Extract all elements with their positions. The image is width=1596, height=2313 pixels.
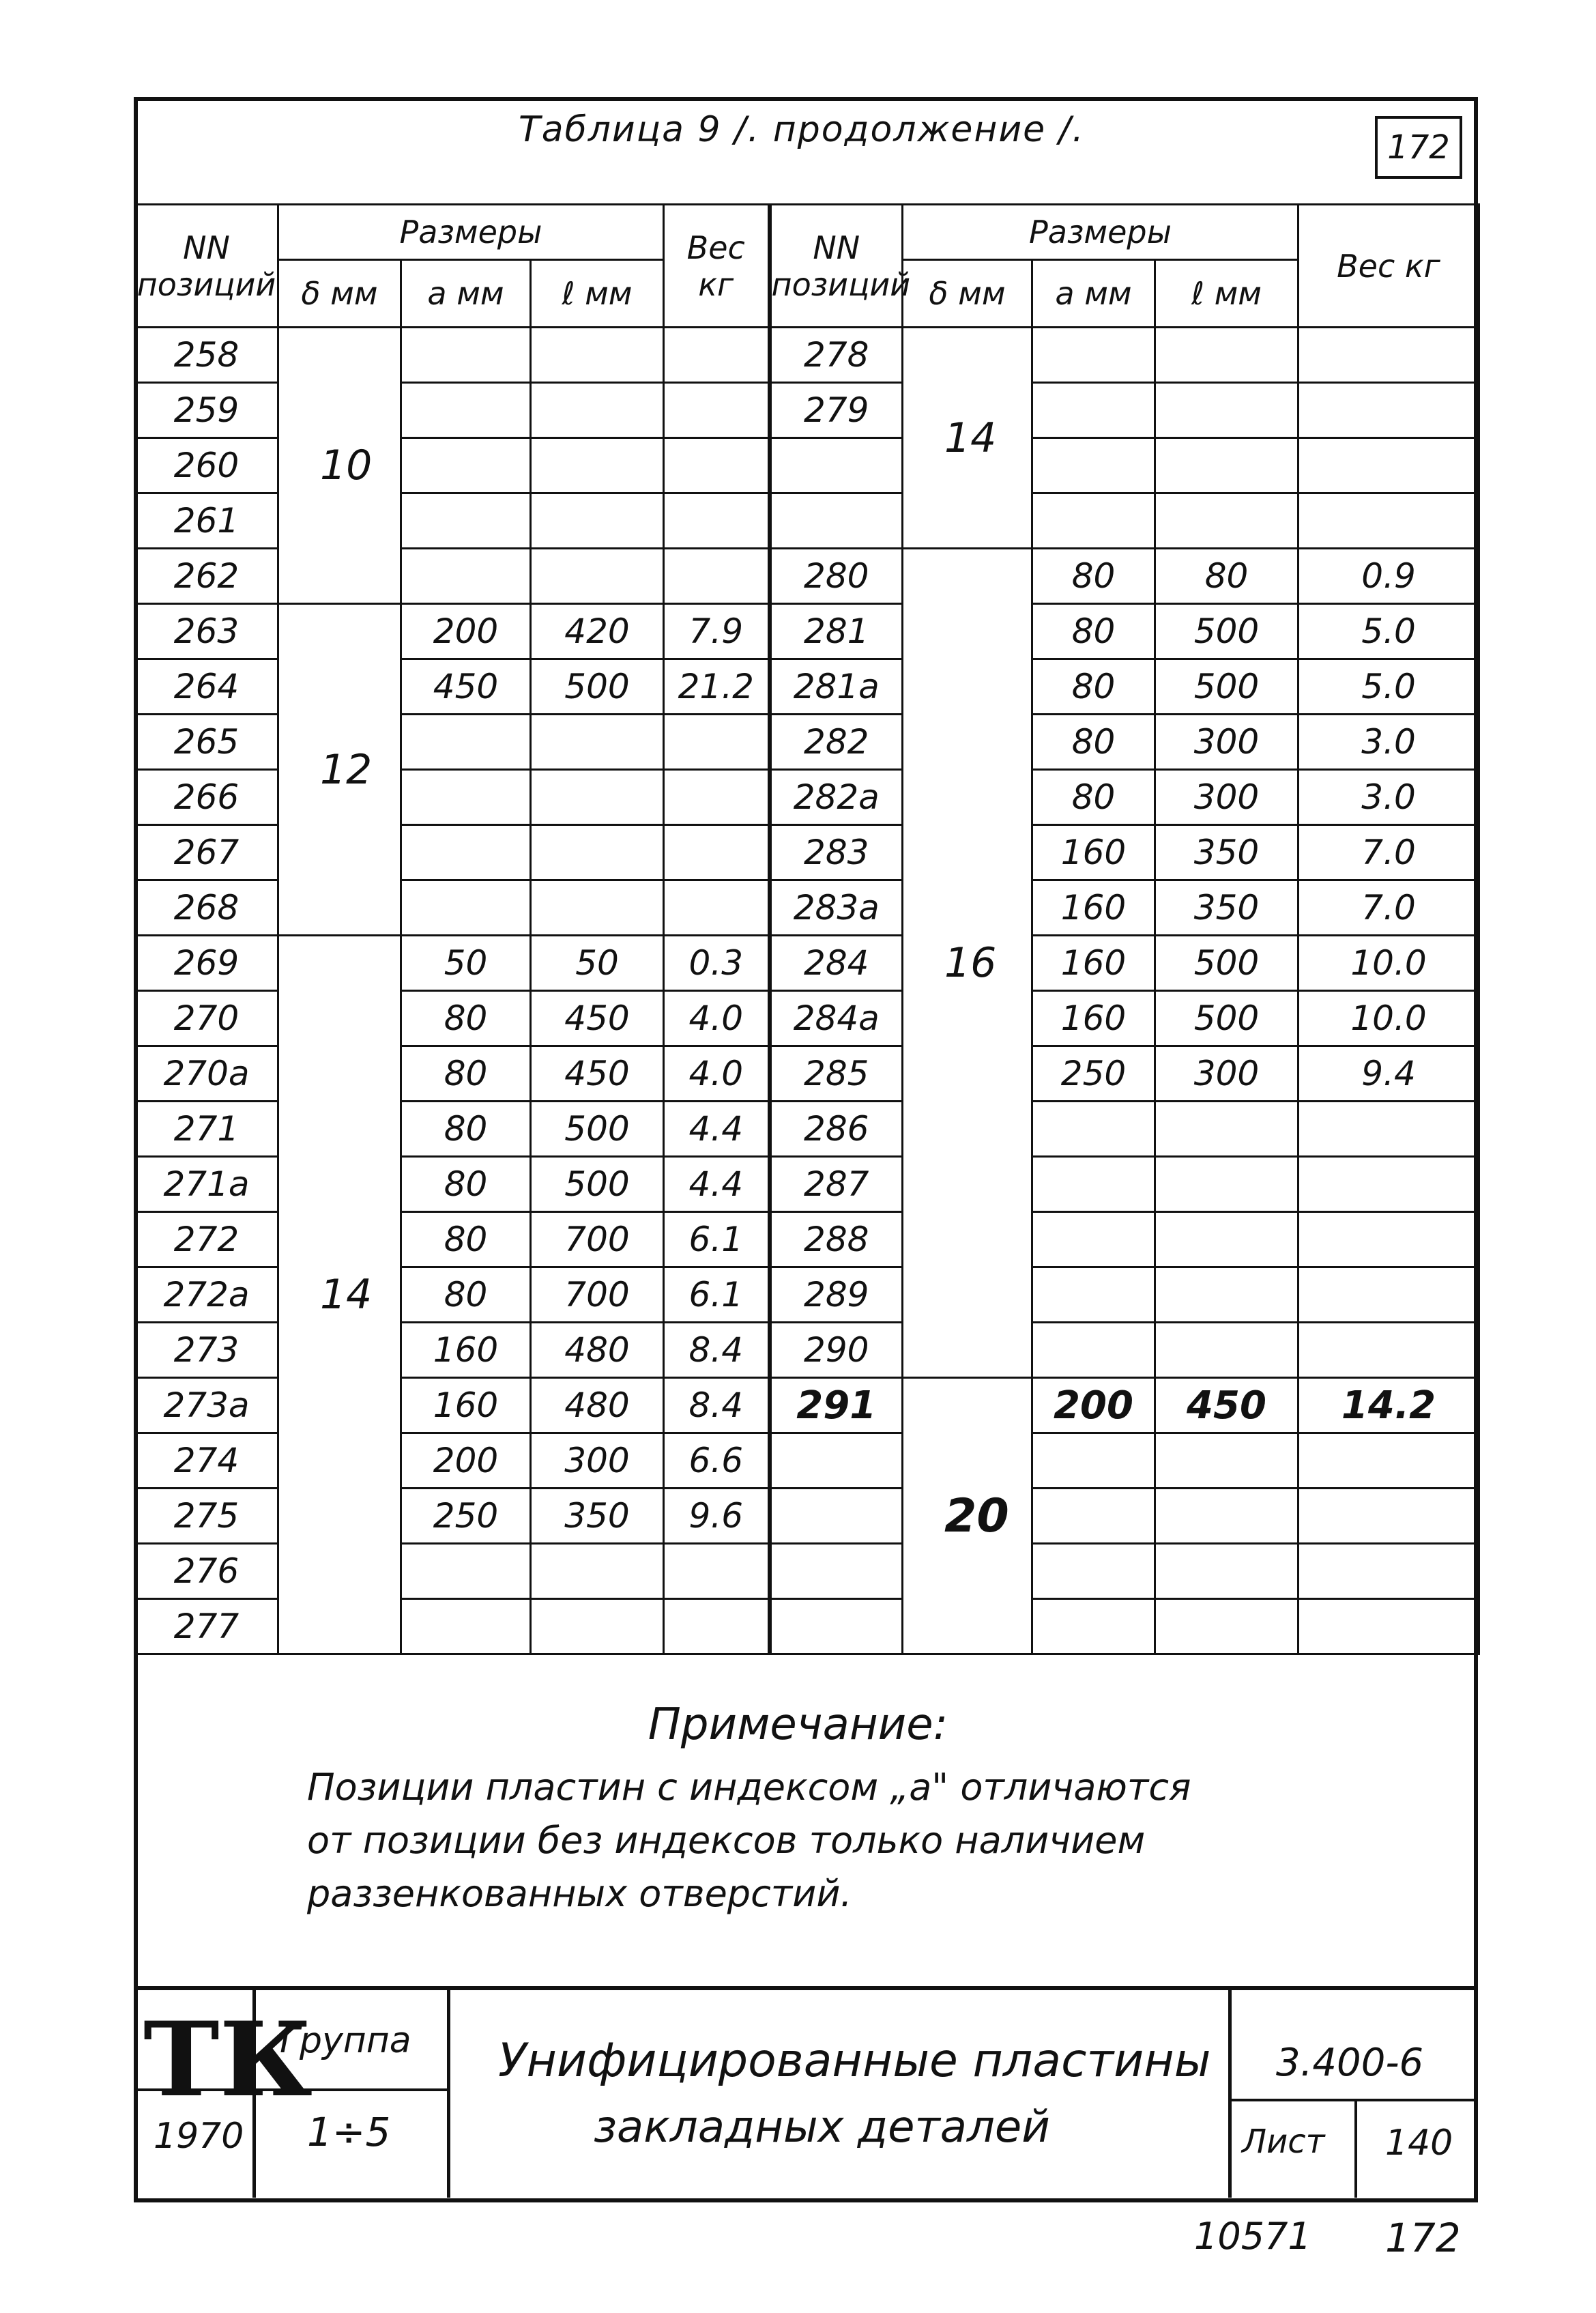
document-number: 3.400-6	[1276, 2041, 1424, 2085]
right-position: 282	[770, 715, 903, 770]
page-number-box: 172	[1375, 116, 1462, 179]
right-weight-value	[1298, 438, 1479, 493]
left-l-value: 300	[531, 1433, 664, 1489]
right-l-value: 80	[1155, 549, 1298, 604]
right-weight-value	[1298, 493, 1479, 549]
right-weight-value	[1298, 1102, 1479, 1157]
right-position: 278	[770, 328, 903, 383]
left-delta-group: 14	[278, 936, 401, 1654]
header-a-right: а мм	[1032, 260, 1155, 328]
left-weight-value	[664, 770, 770, 825]
right-l-value: 450	[1155, 1378, 1298, 1433]
table-body	[135, 328, 1479, 1654]
left-weight-value	[664, 493, 770, 549]
right-position: 280	[770, 549, 903, 604]
left-position: 273а	[135, 1378, 278, 1433]
right-weight-value	[1298, 1323, 1479, 1378]
right-weight-value	[1298, 1267, 1479, 1323]
right-weight-value	[1298, 1544, 1479, 1599]
left-delta-group: 10	[278, 328, 401, 604]
left-a-value	[401, 880, 531, 936]
right-a-value	[1032, 1433, 1155, 1489]
left-a-value	[401, 715, 531, 770]
document-name-line-1: Унифицированные пластины	[498, 2034, 1211, 2088]
left-position: 275	[135, 1489, 278, 1544]
right-weight-value: 5.0	[1298, 604, 1479, 659]
left-l-value: 700	[531, 1267, 664, 1323]
right-a-value	[1032, 1267, 1155, 1323]
right-delta-group: 14	[903, 328, 1032, 549]
left-a-value: 250	[401, 1489, 531, 1544]
right-a-value	[1032, 1489, 1155, 1544]
sheet-label: Лист	[1242, 2123, 1325, 2161]
header-weight-right: Вес кг	[1298, 205, 1479, 328]
left-l-value	[531, 770, 664, 825]
footer-archive-number: 10571	[1194, 2215, 1311, 2258]
left-position: 266	[135, 770, 278, 825]
left-position: 274	[135, 1433, 278, 1489]
left-l-value	[531, 825, 664, 880]
right-a-value	[1032, 1157, 1155, 1212]
left-weight-value	[664, 438, 770, 493]
left-l-value	[531, 715, 664, 770]
left-a-value: 200	[401, 604, 531, 659]
left-position: 260	[135, 438, 278, 493]
left-a-value	[401, 328, 531, 383]
right-weight-value: 7.0	[1298, 825, 1479, 880]
right-l-value	[1155, 1544, 1298, 1599]
right-a-value	[1032, 1544, 1155, 1599]
right-l-value	[1155, 493, 1298, 549]
left-l-value	[531, 438, 664, 493]
right-a-value	[1032, 383, 1155, 438]
left-l-value: 500	[531, 1102, 664, 1157]
left-a-value: 80	[401, 1046, 531, 1102]
right-position: 286	[770, 1102, 903, 1157]
left-l-value	[531, 1599, 664, 1654]
left-position: 272а	[135, 1267, 278, 1323]
table-row	[135, 328, 1479, 383]
left-a-value	[401, 493, 531, 549]
header-l-left: ℓ мм	[531, 260, 664, 328]
header-delta-left: δ мм	[278, 260, 401, 328]
right-weight-value	[1298, 328, 1479, 383]
right-a-value	[1032, 1323, 1155, 1378]
left-a-value: 80	[401, 1157, 531, 1212]
left-a-value: 80	[401, 991, 531, 1046]
left-a-value: 50	[401, 936, 531, 991]
left-weight-value: 0.3	[664, 936, 770, 991]
right-l-value	[1155, 1323, 1298, 1378]
left-position: 258	[135, 328, 278, 383]
right-position	[770, 1599, 903, 1654]
left-a-value: 160	[401, 1378, 531, 1433]
left-a-value: 80	[401, 1102, 531, 1157]
right-l-value: 350	[1155, 825, 1298, 880]
right-delta-group: 20	[903, 1378, 1032, 1654]
right-weight-value: 14.2	[1298, 1378, 1479, 1433]
right-a-value	[1032, 328, 1155, 383]
stamp-divider-3	[1228, 1986, 1232, 2198]
right-position: 279	[770, 383, 903, 438]
right-weight-value	[1298, 1489, 1479, 1544]
left-l-value	[531, 383, 664, 438]
right-l-value	[1155, 1102, 1298, 1157]
right-weight-value: 10.0	[1298, 991, 1479, 1046]
left-weight-value	[664, 880, 770, 936]
right-a-value: 160	[1032, 880, 1155, 936]
left-position: 263	[135, 604, 278, 659]
left-weight-value: 8.4	[664, 1323, 770, 1378]
right-a-value: 80	[1032, 604, 1155, 659]
left-position: 272	[135, 1212, 278, 1267]
footer-page-number: 172	[1385, 2215, 1461, 2261]
right-position	[770, 493, 903, 549]
sheet-value: 140	[1385, 2123, 1453, 2164]
right-a-value: 80	[1032, 715, 1155, 770]
left-weight-value	[664, 715, 770, 770]
right-position: 291	[770, 1378, 903, 1433]
right-position: 281а	[770, 659, 903, 715]
left-weight-value: 4.0	[664, 991, 770, 1046]
left-weight-value	[664, 383, 770, 438]
right-a-value	[1032, 1212, 1155, 1267]
right-weight-value	[1298, 1212, 1479, 1267]
right-l-value	[1155, 383, 1298, 438]
left-weight-value: 7.9	[664, 604, 770, 659]
left-position: 262	[135, 549, 278, 604]
right-weight-value	[1298, 1599, 1479, 1654]
right-a-value: 160	[1032, 825, 1155, 880]
right-position: 288	[770, 1212, 903, 1267]
header-pos-left: NN позиций	[135, 205, 278, 328]
left-l-value	[531, 328, 664, 383]
left-weight-value: 9.6	[664, 1489, 770, 1544]
right-a-value: 250	[1032, 1046, 1155, 1102]
left-weight-value: 4.4	[664, 1157, 770, 1212]
left-a-value	[401, 438, 531, 493]
left-l-value	[531, 880, 664, 936]
stamp-hline-2	[1228, 2099, 1478, 2101]
right-weight-value: 3.0	[1298, 770, 1479, 825]
right-position: 283а	[770, 880, 903, 936]
tk-logo: ТК	[143, 2000, 313, 2120]
right-l-value: 300	[1155, 1046, 1298, 1102]
right-delta-group: 16	[903, 549, 1032, 1378]
left-weight-value: 21.2	[664, 659, 770, 715]
left-a-value	[401, 825, 531, 880]
left-position: 261	[135, 493, 278, 549]
right-a-value: 80	[1032, 549, 1155, 604]
document-name-line-2: закладных деталей	[594, 2102, 1050, 2153]
header-a-left: а мм	[401, 260, 531, 328]
left-position: 268	[135, 880, 278, 936]
right-weight-value: 10.0	[1298, 936, 1479, 991]
note-text	[307, 1761, 1399, 1921]
right-l-value: 300	[1155, 770, 1298, 825]
left-a-value: 200	[401, 1433, 531, 1489]
header-sizes-left: Размеры	[278, 205, 664, 260]
right-l-value	[1155, 1489, 1298, 1544]
right-position	[770, 1544, 903, 1599]
right-a-value: 80	[1032, 659, 1155, 715]
right-weight-value: 0.9	[1298, 549, 1479, 604]
right-l-value: 500	[1155, 659, 1298, 715]
left-l-value: 480	[531, 1378, 664, 1433]
left-weight-value: 8.4	[664, 1378, 770, 1433]
left-a-value: 450	[401, 659, 531, 715]
right-position: 284а	[770, 991, 903, 1046]
right-position: 281	[770, 604, 903, 659]
right-a-value: 80	[1032, 770, 1155, 825]
header-row-1	[135, 205, 1479, 260]
left-weight-value: 4.4	[664, 1102, 770, 1157]
right-l-value: 300	[1155, 715, 1298, 770]
left-a-value	[401, 549, 531, 604]
right-l-value: 500	[1155, 991, 1298, 1046]
right-position: 290	[770, 1323, 903, 1378]
right-a-value	[1032, 1102, 1155, 1157]
left-weight-value	[664, 825, 770, 880]
left-a-value	[401, 770, 531, 825]
table-row	[135, 936, 1479, 991]
left-a-value: 80	[401, 1267, 531, 1323]
left-a-value: 160	[401, 1323, 531, 1378]
right-a-value	[1032, 438, 1155, 493]
left-weight-value: 6.6	[664, 1433, 770, 1489]
left-position: 264	[135, 659, 278, 715]
table-row	[135, 604, 1479, 659]
left-weight-value: 6.1	[664, 1267, 770, 1323]
right-position: 287	[770, 1157, 903, 1212]
stamp-divider-4	[1354, 2099, 1357, 2198]
right-position: 289	[770, 1267, 903, 1323]
left-weight-value: 6.1	[664, 1212, 770, 1267]
right-weight-value: 5.0	[1298, 659, 1479, 715]
table-title: Таблица 9 /. продолжение /.	[519, 109, 1085, 150]
left-position: 271а	[135, 1157, 278, 1212]
right-position	[770, 1489, 903, 1544]
right-weight-value: 9.4	[1298, 1046, 1479, 1102]
left-weight-value: 4.0	[664, 1046, 770, 1102]
left-l-value	[531, 493, 664, 549]
note-line-1: Позиции пластин с индексом „а" отличаются	[307, 1766, 1191, 1809]
left-weight-value	[664, 549, 770, 604]
positions-table	[134, 203, 1480, 1655]
right-l-value	[1155, 1212, 1298, 1267]
left-l-value: 480	[531, 1323, 664, 1378]
left-delta-group: 12	[278, 604, 401, 936]
header-delta-right: δ мм	[903, 260, 1032, 328]
right-position: 283	[770, 825, 903, 880]
right-a-value	[1032, 1599, 1155, 1654]
left-l-value: 450	[531, 1046, 664, 1102]
left-a-value	[401, 1544, 531, 1599]
right-l-value	[1155, 1267, 1298, 1323]
left-position: 273	[135, 1323, 278, 1378]
right-weight-value: 3.0	[1298, 715, 1479, 770]
left-a-value: 80	[401, 1212, 531, 1267]
right-position	[770, 1433, 903, 1489]
right-l-value	[1155, 1433, 1298, 1489]
left-weight-value	[664, 1599, 770, 1654]
left-position: 267	[135, 825, 278, 880]
right-position	[770, 438, 903, 493]
right-position: 282а	[770, 770, 903, 825]
header-pos-right: NN позиций	[770, 205, 903, 328]
stamp-divider-2	[447, 1986, 450, 2198]
left-position: 271	[135, 1102, 278, 1157]
left-position: 269	[135, 936, 278, 991]
right-l-value	[1155, 328, 1298, 383]
left-a-value	[401, 1599, 531, 1654]
group-label: Группа	[280, 2020, 411, 2061]
right-a-value: 160	[1032, 936, 1155, 991]
left-position: 265	[135, 715, 278, 770]
right-l-value	[1155, 438, 1298, 493]
header-weight-left: Вес кг	[664, 205, 770, 328]
note-line-3: раззенкованных отверстий.	[307, 1872, 852, 1915]
right-l-value	[1155, 1157, 1298, 1212]
right-a-value: 200	[1032, 1378, 1155, 1433]
left-l-value: 500	[531, 1157, 664, 1212]
left-l-value: 420	[531, 604, 664, 659]
right-a-value	[1032, 493, 1155, 549]
right-l-value: 350	[1155, 880, 1298, 936]
group-value: 1÷5	[307, 2109, 391, 2155]
left-a-value	[401, 383, 531, 438]
right-weight-value: 7.0	[1298, 880, 1479, 936]
left-position: 259	[135, 383, 278, 438]
left-l-value	[531, 549, 664, 604]
header-l-right: ℓ мм	[1155, 260, 1298, 328]
right-position: 284	[770, 936, 903, 991]
left-l-value: 450	[531, 991, 664, 1046]
left-l-value	[531, 1544, 664, 1599]
left-l-value: 500	[531, 659, 664, 715]
left-weight-value	[664, 328, 770, 383]
right-weight-value	[1298, 383, 1479, 438]
left-l-value: 350	[531, 1489, 664, 1544]
left-position: 276	[135, 1544, 278, 1599]
note-line-2: от позиции без индексов только наличием	[307, 1819, 1146, 1862]
right-position: 285	[770, 1046, 903, 1102]
note-title: Примечание:	[648, 1699, 948, 1750]
right-l-value: 500	[1155, 604, 1298, 659]
left-l-value: 700	[531, 1212, 664, 1267]
right-weight-value	[1298, 1157, 1479, 1212]
stamp-year: 1970	[154, 2116, 244, 2157]
right-l-value	[1155, 1599, 1298, 1654]
right-l-value: 500	[1155, 936, 1298, 991]
left-position: 270	[135, 991, 278, 1046]
left-weight-value	[664, 1544, 770, 1599]
left-l-value: 50	[531, 936, 664, 991]
left-position: 270а	[135, 1046, 278, 1102]
header-sizes-right: Размеры	[903, 205, 1298, 260]
right-weight-value	[1298, 1433, 1479, 1489]
right-a-value: 160	[1032, 991, 1155, 1046]
left-position: 277	[135, 1599, 278, 1654]
